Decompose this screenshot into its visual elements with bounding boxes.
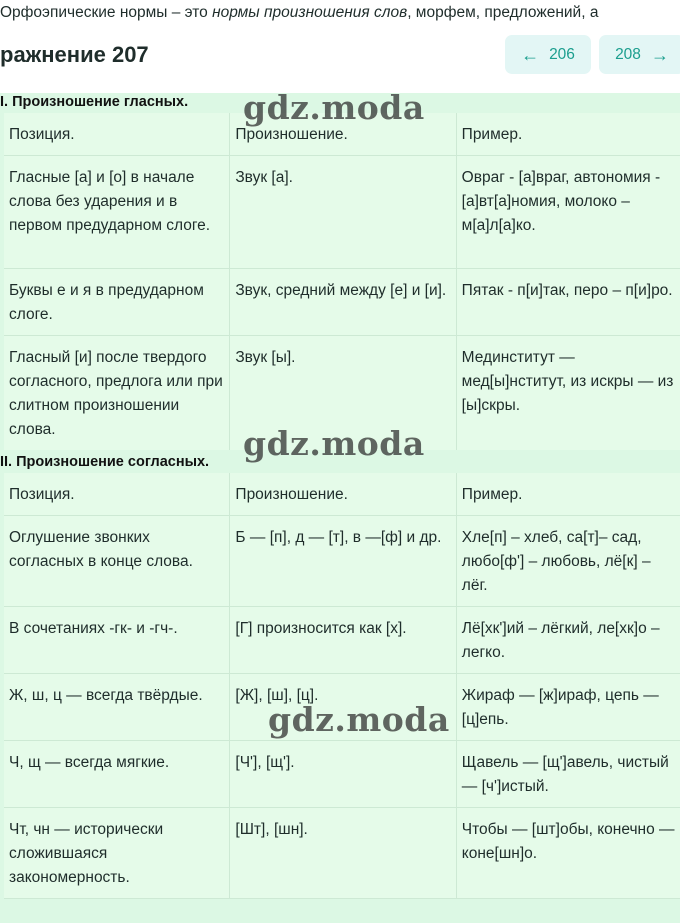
table-cell: Щавель — [щ']авель, чистый — [ч']истый. <box>457 741 680 808</box>
prev-exercise-button[interactable] <box>505 35 591 74</box>
table-cell: В сочетаниях -гк- и -гч-. <box>4 607 230 674</box>
header-cell: Пример. <box>457 113 680 156</box>
vowels-table <box>4 113 680 450</box>
table-cell: [Г] произносится как [х]. <box>230 607 456 674</box>
watermark-logo: gdz.moda <box>243 88 425 127</box>
table-cell: Пятак - п[и]так, перо – п[и]ро. <box>457 269 680 336</box>
table-row <box>4 516 680 607</box>
table-row <box>4 269 680 336</box>
table-cell: Оглушение звонких согласных в конце слова. <box>4 516 230 607</box>
next-exercise-button[interactable] <box>599 35 680 74</box>
table-cell: Б — [п], д — [т], в —[ф] и др. <box>230 516 456 607</box>
header-cell: Произношение. <box>230 113 456 156</box>
table-cell: Чт, чн — исторически сложившаяся закономерность. <box>4 808 230 899</box>
table-cell: Ч, щ — всегда мягкие. <box>4 741 230 808</box>
table-header-row <box>4 473 680 516</box>
table-cell: Ж, ш, ц — всегда твёрдые. <box>4 674 230 741</box>
prev-exercise-label: 206 <box>549 45 575 63</box>
header-cell: Пример. <box>457 473 680 516</box>
table-row <box>4 607 680 674</box>
section-vowels-heading: I. Произношение гласных. <box>0 94 189 110</box>
table-cell: Гласный [и] после твердого согласного, предлога или при слитном произношении слова. <box>4 336 230 450</box>
table-row <box>4 156 680 269</box>
intro-text <box>0 4 598 22</box>
table-cell: [Ч'], [щ']. <box>230 741 456 808</box>
header-cell: Позиция. <box>4 473 230 516</box>
table-row <box>4 741 680 808</box>
table-cell: Мединститут — мед[ы]нститут, из искры — из [ы]скры. <box>457 336 680 450</box>
arrow-left-icon: ← <box>521 44 540 65</box>
arrow-right-icon: → <box>650 44 669 65</box>
intro-emphasis: нормы произношения слов <box>212 4 408 21</box>
table-cell: Овраг - [а]враг, автономия - [а]вт[а]номия, молоко – м[а]л[а]ко. <box>457 156 680 269</box>
page-title: ражнение 207 <box>0 42 149 67</box>
table-cell: [Ж], [ш], [ц]. <box>230 674 456 741</box>
table-cell: Буквы е и я в предударном слоге. <box>4 269 230 336</box>
section-consonants-heading: II. Произношение согласных. <box>0 454 210 470</box>
table-cell: Жираф — [ж]ираф, цепь — [ц]епь. <box>457 674 680 741</box>
watermark-logo: gdz.moda <box>243 424 425 463</box>
table-cell: Хле[п] – хлеб, са[т]– сад, любо[ф'] – любовь, лё[к] – лёг. <box>457 516 680 607</box>
table-cell: Гласные [а] и [о] в начале слова без ударения и в первом предударном слоге. <box>4 156 230 269</box>
intro-part-2: , морфем, предложений, а <box>407 4 599 21</box>
table-cell: Чтобы — [шт]обы, конечно — коне[шн]о. <box>457 808 680 899</box>
intro-part-1: Орфоэпические нормы – это <box>0 4 213 21</box>
table-cell: Звук, средний между [е] и [и]. <box>230 269 456 336</box>
table-cell: [Шт], [шн]. <box>230 808 456 899</box>
table-cell: Звук [а]. <box>230 156 456 269</box>
table-cell: Лё[хк']ий – лёгкий, ле[хк]о – легко. <box>457 607 680 674</box>
consonants-table <box>4 473 680 899</box>
solution-content <box>0 93 680 923</box>
header-cell: Позиция. <box>4 113 230 156</box>
table-cell: Звук [ы]. <box>230 336 456 450</box>
watermark-logo: gdz.moda <box>268 700 450 739</box>
next-exercise-label: 208 <box>615 45 641 63</box>
table-row <box>4 808 680 899</box>
header-cell: Произношение. <box>230 473 456 516</box>
